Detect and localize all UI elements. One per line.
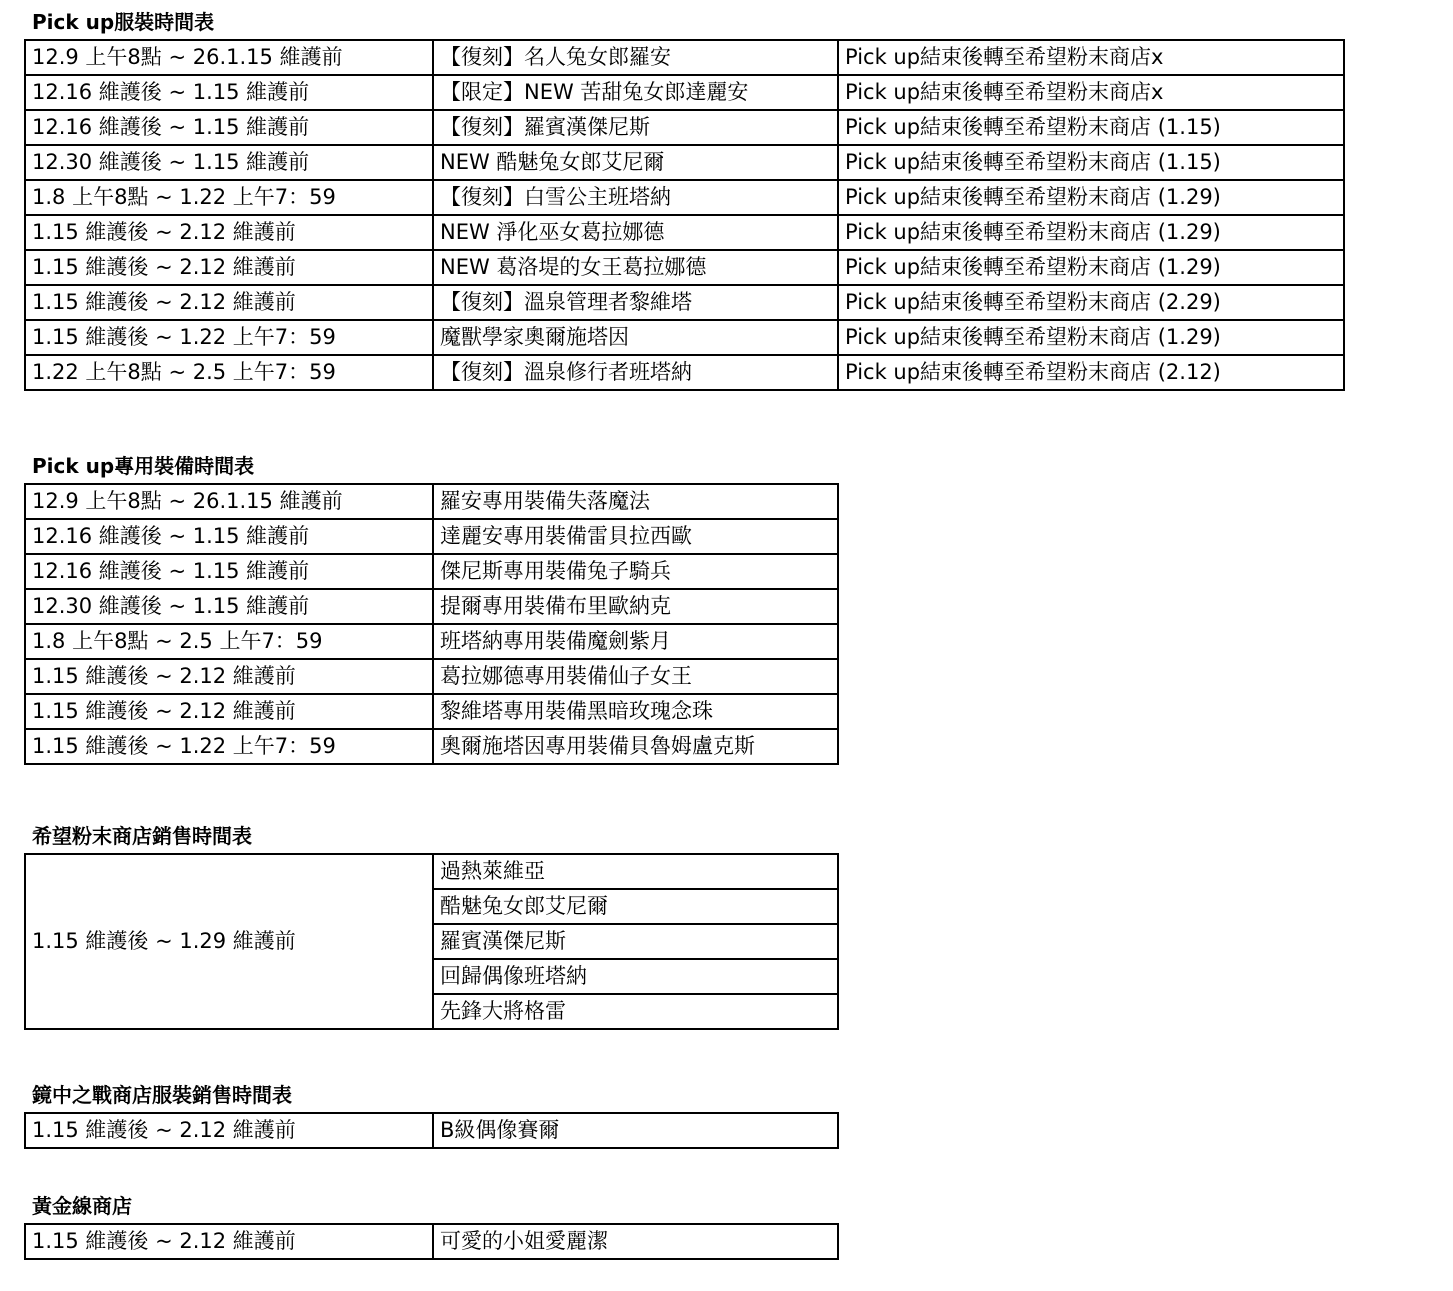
period-cell: 12.9 上午8點 ~ 26.1.15 維護前 xyxy=(25,484,433,519)
note-cell: Pick up結束後轉至希望粉末商店 (1.15) xyxy=(838,145,1344,180)
note-cell: Pick up結束後轉至希望粉末商店 (2.12) xyxy=(838,355,1344,390)
table-row xyxy=(25,250,1344,285)
mirror-war-shop-table xyxy=(24,1112,839,1149)
shop-item-cell: B級偶像賽爾 xyxy=(433,1113,838,1148)
outfit-cell: 魔獸學家奧爾施塔因 xyxy=(433,320,838,355)
outfit-cell: NEW 葛洛堤的女王葛拉娜德 xyxy=(433,250,838,285)
mirror-war-shop-title: 鏡中之戰商店服裝銷售時間表 xyxy=(32,1083,292,1107)
period-cell: 1.8 上午8點 ~ 1.22 上午7：59 xyxy=(25,180,433,215)
table-row xyxy=(25,285,1344,320)
table-row xyxy=(25,484,838,519)
note-cell: Pick up結束後轉至希望粉末商店 (1.15) xyxy=(838,110,1344,145)
note-cell: Pick up結束後轉至希望粉末商店x xyxy=(838,40,1344,75)
period-cell: 1.22 上午8點 ~ 2.5 上午7：59 xyxy=(25,355,433,390)
note-cell: Pick up結束後轉至希望粉末商店 (1.29) xyxy=(838,180,1344,215)
outfit-cell: NEW 淨化巫女葛拉娜德 xyxy=(433,215,838,250)
outfit-cell: 【復刻】白雪公主班塔納 xyxy=(433,180,838,215)
note-cell: Pick up結束後轉至希望粉末商店 (1.29) xyxy=(838,215,1344,250)
hope-powder-shop-table xyxy=(24,853,839,1030)
table-row xyxy=(25,355,1344,390)
table-row xyxy=(25,110,1344,145)
outfit-cell: 【復刻】溫泉管理者黎維塔 xyxy=(433,285,838,320)
period-cell: 1.8 上午8點 ~ 2.5 上午7：59 xyxy=(25,624,433,659)
table-row xyxy=(25,624,838,659)
outfit-schedule-title: Pick up服裝時間表 xyxy=(32,10,215,34)
table-row xyxy=(25,694,838,729)
period-cell: 1.15 維護後 ~ 2.12 維護前 xyxy=(25,1113,433,1148)
outfit-cell: 【復刻】名人兔女郎羅安 xyxy=(433,40,838,75)
shop-item-cell: 羅賓漢傑尼斯 xyxy=(433,924,838,959)
table-row xyxy=(25,1113,838,1148)
equipment-cell: 傑尼斯專用裝備兔子騎兵 xyxy=(433,554,838,589)
period-cell: 1.15 維護後 ~ 2.12 維護前 xyxy=(25,285,433,320)
table-row xyxy=(25,320,1344,355)
table-row xyxy=(25,589,838,624)
period-cell: 1.15 維護後 ~ 2.12 維護前 xyxy=(25,215,433,250)
period-cell: 1.15 維護後 ~ 2.12 維護前 xyxy=(25,659,433,694)
golden-line-shop-title: 黃金線商店 xyxy=(32,1194,132,1218)
period-cell: 1.15 維護後 ~ 1.22 上午7：59 xyxy=(25,729,433,764)
equipment-cell: 葛拉娜德專用裝備仙子女王 xyxy=(433,659,838,694)
equipment-cell: 提爾專用裝備布里歐納克 xyxy=(433,589,838,624)
equipment-schedule-table xyxy=(24,483,839,765)
shop-item-cell: 先鋒大將格雷 xyxy=(433,994,838,1029)
shop-item-cell: 可愛的小姐愛麗潔 xyxy=(433,1224,838,1259)
table-row xyxy=(25,554,838,589)
table-row xyxy=(25,145,1344,180)
equipment-cell: 黎維塔專用裝備黑暗玫瑰念珠 xyxy=(433,694,838,729)
period-cell: 1.15 維護後 ~ 1.22 上午7：59 xyxy=(25,320,433,355)
period-cell: 12.16 維護後 ~ 1.15 維護前 xyxy=(25,554,433,589)
table-row xyxy=(25,519,838,554)
equipment-cell: 達麗安專用裝備雷貝拉西歐 xyxy=(433,519,838,554)
table-row xyxy=(25,659,838,694)
golden-line-shop-table xyxy=(24,1223,839,1260)
shop-item-cell: 回歸偶像班塔納 xyxy=(433,959,838,994)
period-cell: 1.15 維護後 ~ 2.12 維護前 xyxy=(25,694,433,729)
shop-item-cell: 酷魅兔女郎艾尼爾 xyxy=(433,889,838,924)
period-cell: 1.15 維護後 ~ 2.12 維護前 xyxy=(25,1224,433,1259)
outfit-schedule-table xyxy=(24,39,1345,391)
period-cell: 12.16 維護後 ~ 1.15 維護前 xyxy=(25,110,433,145)
note-cell: Pick up結束後轉至希望粉末商店x xyxy=(838,75,1344,110)
period-cell: 12.30 維護後 ~ 1.15 維護前 xyxy=(25,145,433,180)
outfit-cell: 【復刻】溫泉修行者班塔納 xyxy=(433,355,838,390)
table-row xyxy=(25,180,1344,215)
equipment-cell: 奧爾施塔因專用裝備貝魯姆盧克斯 xyxy=(433,729,838,764)
period-cell: 1.15 維護後 ~ 1.29 維護前 xyxy=(25,854,433,1029)
table-row xyxy=(25,729,838,764)
table-row xyxy=(25,215,1344,250)
period-cell: 12.30 維護後 ~ 1.15 維護前 xyxy=(25,589,433,624)
equipment-schedule-title: Pick up專用裝備時間表 xyxy=(32,454,255,478)
table-row xyxy=(25,854,838,889)
equipment-cell: 羅安專用裝備失落魔法 xyxy=(433,484,838,519)
note-cell: Pick up結束後轉至希望粉末商店 (2.29) xyxy=(838,285,1344,320)
period-cell: 1.15 維護後 ~ 2.12 維護前 xyxy=(25,250,433,285)
table-row xyxy=(25,40,1344,75)
equipment-cell: 班塔納專用裝備魔劍紫月 xyxy=(433,624,838,659)
outfit-cell: NEW 酷魅兔女郎艾尼爾 xyxy=(433,145,838,180)
period-cell: 12.16 維護後 ~ 1.15 維護前 xyxy=(25,519,433,554)
shop-item-cell: 過熱萊維亞 xyxy=(433,854,838,889)
period-cell: 12.9 上午8點 ~ 26.1.15 維護前 xyxy=(25,40,433,75)
period-cell: 12.16 維護後 ~ 1.15 維護前 xyxy=(25,75,433,110)
outfit-cell: 【限定】NEW 苦甜兔女郎達麗安 xyxy=(433,75,838,110)
note-cell: Pick up結束後轉至希望粉末商店 (1.29) xyxy=(838,320,1344,355)
outfit-cell: 【復刻】羅賓漢傑尼斯 xyxy=(433,110,838,145)
table-row xyxy=(25,75,1344,110)
hope-powder-shop-title: 希望粉末商店銷售時間表 xyxy=(32,824,252,848)
table-row xyxy=(25,1224,838,1259)
note-cell: Pick up結束後轉至希望粉末商店 (1.29) xyxy=(838,250,1344,285)
